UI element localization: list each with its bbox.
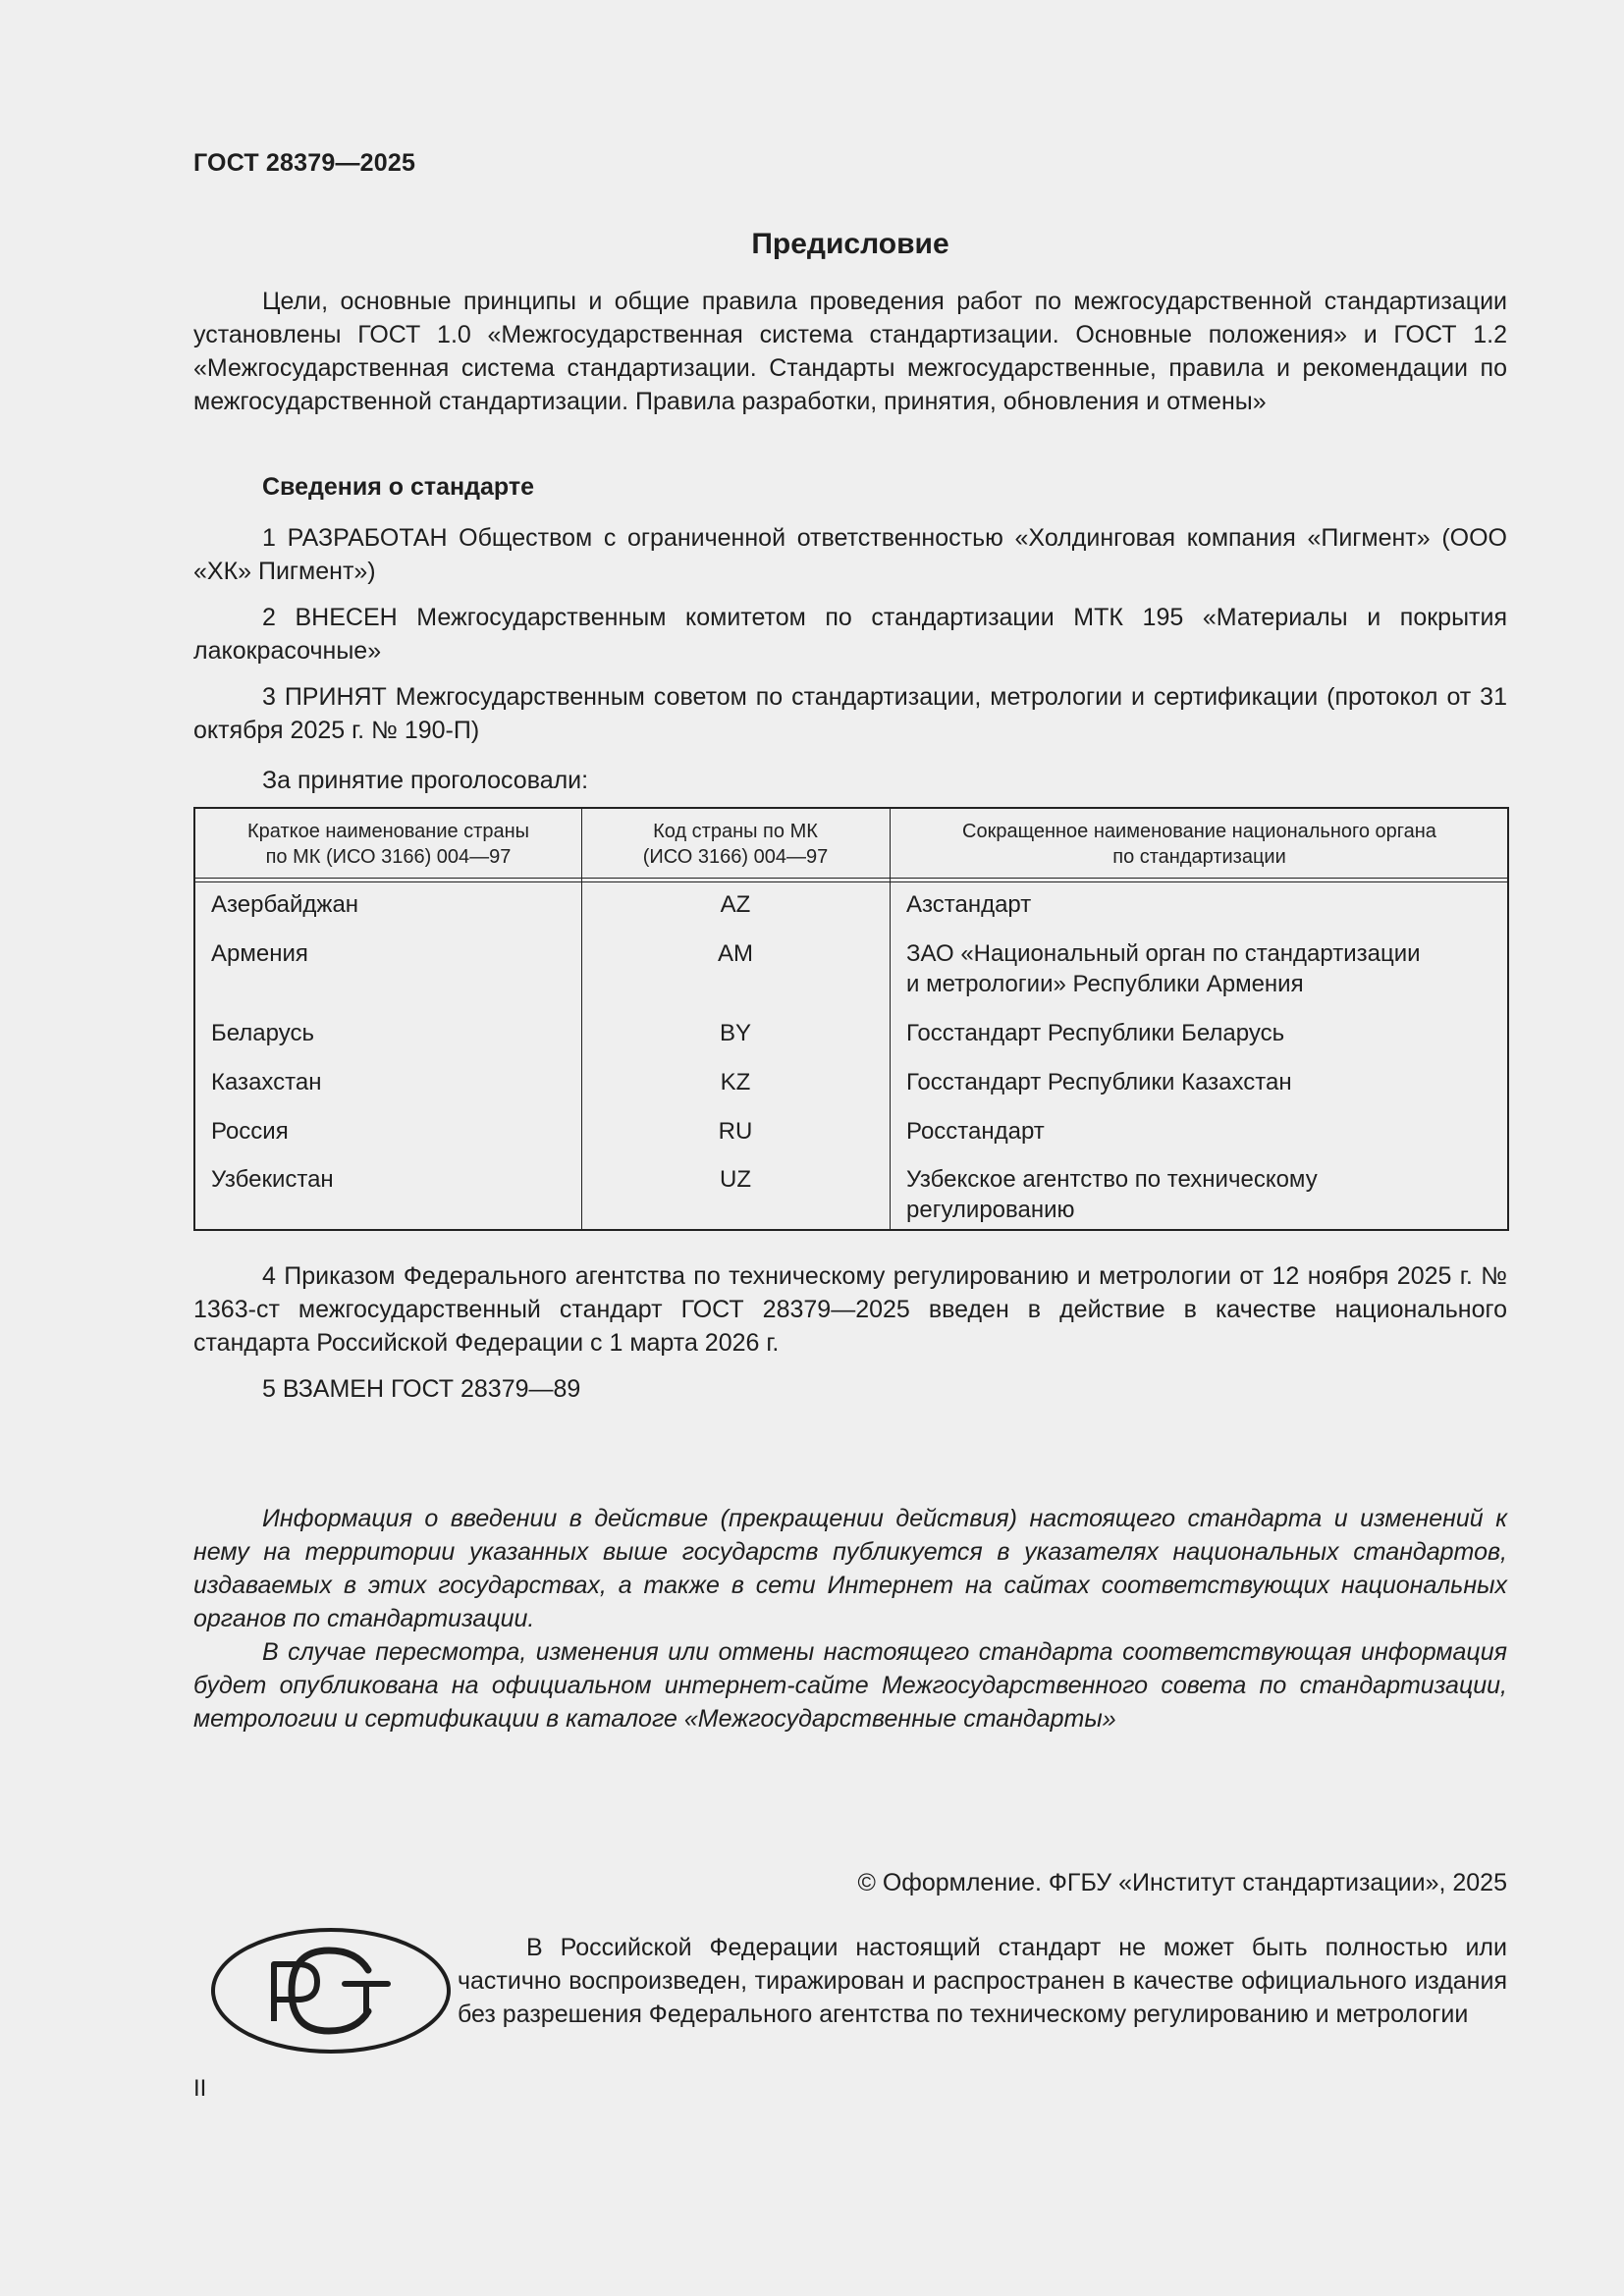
rst-conformity-mark-icon — [209, 1925, 453, 2056]
document-code: ГОСТ 28379—2025 — [193, 149, 416, 177]
table-row-code: UZ — [720, 1166, 751, 1193]
item-developed: 1 РАЗРАБОТАН Обществом с ограниченной ответственностью «Холдинговая компания «Пигмент» (ООО «ХК» Пигмент») — [193, 524, 1507, 585]
table-row-country: Казахстан — [211, 1069, 322, 1095]
table-row-body: Госстандарт Республики Казахстан — [906, 1069, 1292, 1095]
item-replaces: 5 ВЗАМЕН ГОСТ 28379—89 — [262, 1375, 581, 1403]
table-row-body: Госстандарт Республики Беларусь — [906, 1020, 1285, 1046]
table-header-code: Код страны по МК (ИСО 3166) 004—97 — [642, 821, 829, 868]
table-row-code: KZ — [720, 1069, 751, 1095]
voting-table — [193, 807, 1509, 1231]
table-row-body: Узбекское агентство по техническому регулированию — [906, 1166, 1318, 1223]
page-number: II — [193, 2075, 207, 2102]
table-column-divider — [890, 809, 891, 1229]
table-row-code: AZ — [720, 891, 751, 918]
table-header-divider — [195, 881, 1507, 882]
item-introduced: 2 ВНЕСЕН Межгосударственным комитетом по стандартизации МТК 195 «Материалы и покрытия лакокрасочные» — [193, 604, 1507, 665]
table-header-body: Сокращенное наименование национального органа по стандартизации — [962, 821, 1436, 868]
table-row-country: Армения — [211, 940, 308, 967]
intro-paragraph: Цели, основные принципы и общие правила проведения работ по межгосударственной стандартизации установлены ГОСТ 1.0 «Межгосударственная система стандартизации. Основные положения» и ГОСТ 1.2 «Межгосударственная система стандартизации. Стандарты межгосударственные, правила и рекомендации по межгосударственной стандартизации. Правила разработки, принятия, обновления и отмены» — [193, 288, 1507, 415]
table-row-country: Россия — [211, 1118, 289, 1145]
item-adopted: 3 ПРИНЯТ Межгосударственным советом по стандартизации, метрологии и сертификации (протокол от 31 октября 2025 г. № 190-П) — [193, 683, 1507, 744]
table-header-country: Краткое наименование страны по МК (ИСО 3166) 004—97 — [246, 821, 530, 868]
info-paragraph-revision: В случае пересмотра, изменения или отмены настоящего стандарта соответствующая информация будет опубликована на официальном интернет-сайте Межгосударственного совета по стандартизации, метрологии и сертификации в каталоге «Межгосударственные стандарты» — [193, 1638, 1507, 1733]
table-row-body: Росстандарт — [906, 1118, 1045, 1145]
table-row-country: Узбекистан — [211, 1166, 334, 1193]
reproduction-notice: В Российской Федерации настоящий стандарт не может быть полностью или частично воспроизведен, тиражирован и распространен в качестве официального издания без разрешения Федерального агентства по техническому регулированию и метрологии — [458, 1934, 1507, 2028]
voted-label: За принятие проголосовали: — [262, 767, 589, 794]
table-row-code: BY — [719, 1020, 751, 1046]
table-header-divider — [195, 878, 1507, 879]
info-paragraph-publication: Информация о введении в действие (прекращении действия) настоящего стандарта и изменений к нему на территории указанных выше государств публикуется в указателях национальных стандартов, издаваемых в этих государствах, а также в сети Интернет на сайтах соответствующих национальных органов по стандартизации. — [193, 1505, 1507, 1632]
table-row-code: AM — [718, 940, 753, 967]
table-row-country: Беларусь — [211, 1020, 314, 1046]
copyright-notice: © Оформление. ФГБУ «Институт стандартизации», 2025 — [857, 1869, 1507, 1896]
table-row-code: RU — [718, 1118, 753, 1145]
table-row-body: ЗАО «Национальный орган по стандартизации и метрологии» Республики Армения — [906, 940, 1421, 997]
table-row-body: Азстандарт — [906, 891, 1032, 918]
table-row-country: Азербайджан — [211, 891, 359, 918]
item-enacted: 4 Приказом Федерального агентства по техническому регулированию и метрологии от 12 ноября 2025 г. № 1363-ст межгосударственный стандарт ГОСТ 28379—2025 введен в действие в качестве национального стандарта Российской Федерации с 1 марта 2026 г. — [193, 1262, 1507, 1357]
info-heading: Сведения о стандарте — [262, 473, 535, 501]
page-title: Предисловие — [751, 228, 949, 260]
